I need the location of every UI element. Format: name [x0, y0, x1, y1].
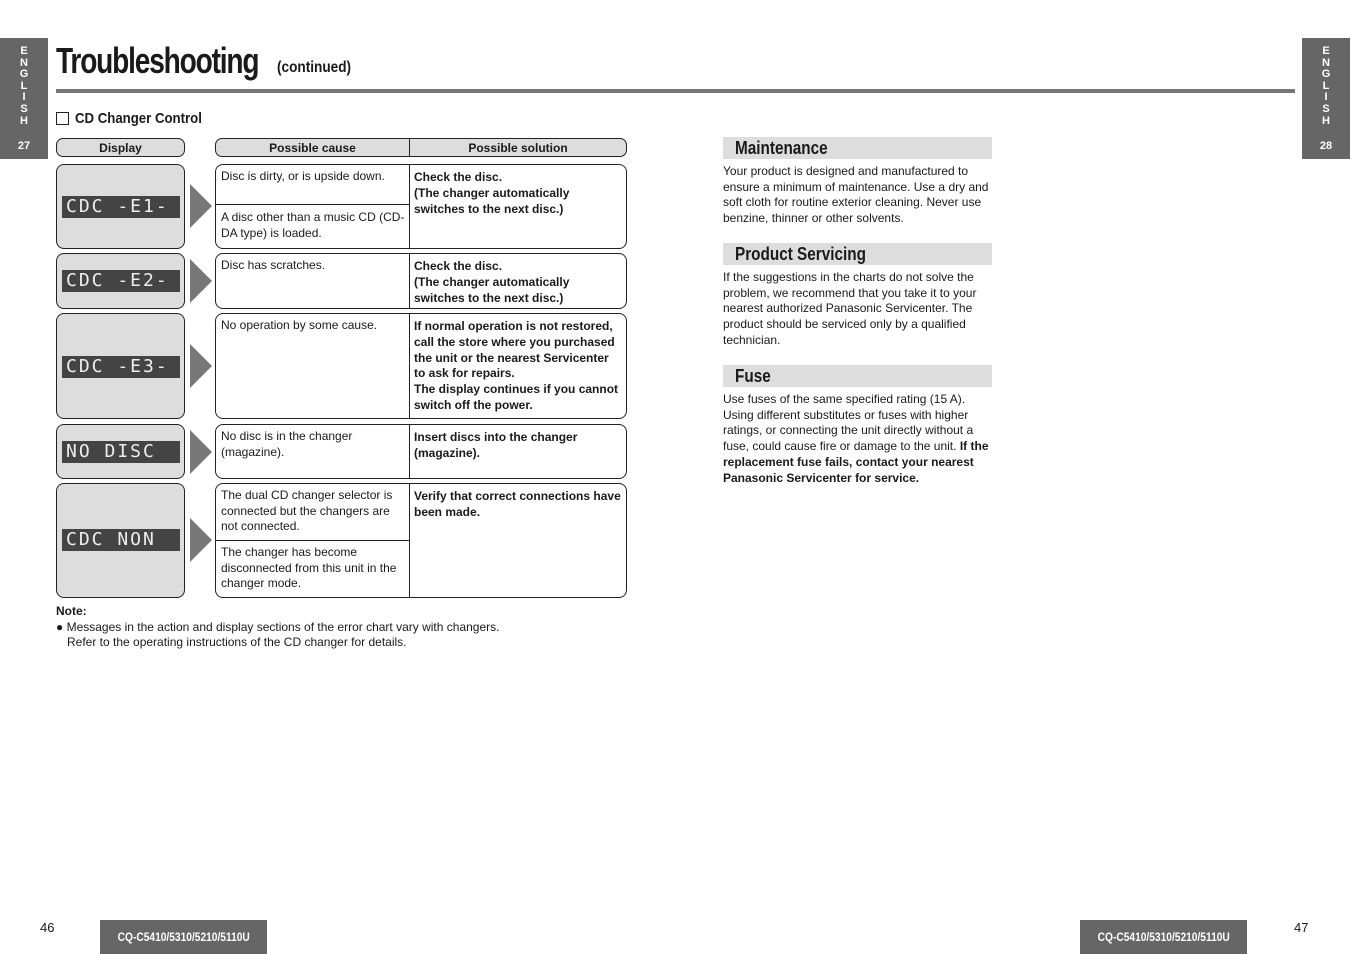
cause-column	[216, 425, 410, 478]
header-cause-solution	[215, 138, 627, 157]
page-title-block	[56, 40, 352, 82]
product-servicing-body: If the suggestions in the charts do not solve the problem, we recommend that you take it to your nearest authorized Panasonic Servicenter. The product should be serviced only by a qualified technician.	[723, 270, 977, 347]
note-line: ● Messages in the action and display sections of the error chart vary with changers.	[56, 619, 500, 634]
section-heading: CD Changer Control	[56, 110, 219, 127]
arrow-icon	[190, 430, 212, 474]
display-panel	[56, 424, 185, 479]
page-title: Troubleshooting	[56, 40, 259, 81]
cause-text: No disc is in the changer (magazine).	[221, 429, 353, 459]
arrow-icon	[190, 184, 212, 228]
solution-text: Insert discs into the changer (magazine).	[414, 430, 578, 460]
solution-text: Check the disc. (The changer automatically switches to the next disc.)	[414, 170, 570, 216]
model-label-left: CQ-C5410/5310/5210/5110U	[100, 920, 267, 954]
display-panel	[56, 313, 185, 419]
note-line: Refer to the operating instructions of the CD changer for details.	[67, 635, 407, 650]
language-label: E N G L I S H	[1321, 45, 1331, 127]
cause-text: Disc has scratches.	[221, 258, 326, 272]
page-title-sub: (continued)	[277, 59, 352, 76]
solution-text: If normal operation is not restored, call the store where you purchased the unit or the nearest Servicenter to ask for repairs. The display continues if you cannot switch off the power.	[414, 319, 619, 412]
header-cause: Possible cause	[269, 140, 356, 155]
lcd-readout: CDC -E3-	[62, 356, 180, 378]
maintenance-body: Your product is designed and manufactured to ensure a minimum of maintenance. Use a dry and soft cloth for routine exterior cleaning. Never use benzine, thinner or other solvents.	[723, 164, 989, 226]
product-servicing-heading: Product Servicing	[723, 243, 992, 265]
cause-text: The dual CD changer selector is connected but the changers are not connected.	[221, 488, 393, 534]
page-number-left: 46	[40, 920, 55, 935]
solution-text: Check the disc. (The changer automatically switches to the next disc.)	[414, 259, 570, 305]
cause-text: The changer has become disconnected from this unit in the changer mode.	[221, 545, 397, 591]
page-number-right: 47	[1294, 920, 1309, 935]
checkbox-icon	[56, 112, 69, 125]
maintenance-heading: Maintenance	[723, 137, 992, 159]
lcd-readout: CDC NON	[62, 529, 180, 551]
cause-column	[216, 314, 410, 418]
solution-text: Verify that correct connections have been made.	[414, 489, 621, 519]
display-panel	[56, 164, 185, 249]
cause-divider	[216, 204, 409, 205]
arrow-icon	[190, 518, 212, 562]
cause-text: No operation by some cause.	[221, 318, 378, 332]
arrow-icon	[190, 344, 212, 388]
display-panel	[56, 253, 185, 309]
language-tab-right	[1302, 38, 1350, 159]
trouble-row	[215, 313, 627, 419]
cause-column	[216, 484, 410, 597]
section-page-number: 28	[1319, 140, 1333, 152]
fuse-warning: If the replacement fuse fails, contact your nearest Panasonic Servicenter for service.	[723, 439, 989, 485]
arrow-icon	[190, 259, 212, 303]
header-solution: Possible solution	[468, 140, 568, 155]
lcd-readout: CDC -E2-	[62, 270, 180, 292]
lcd-readout: NO DISC	[62, 441, 180, 463]
header-display: Display	[56, 138, 185, 157]
trouble-row	[215, 424, 627, 479]
trouble-row	[215, 164, 627, 249]
section-page-number: 27	[17, 140, 31, 152]
title-rule	[56, 89, 1295, 93]
language-label: E N G L I S H	[19, 45, 29, 127]
fuse-heading: Fuse	[723, 365, 992, 387]
display-panel	[56, 483, 185, 598]
model-label-right: CQ-C5410/5310/5210/5110U	[1080, 920, 1247, 954]
cause-text: Disc is dirty, or is upside down.	[221, 169, 385, 183]
cause-text: A disc other than a music CD (CD-DA type) is loaded.	[221, 210, 405, 240]
lcd-readout: CDC -E1-	[62, 196, 180, 218]
note-label: Note:	[56, 604, 87, 618]
cause-divider	[216, 540, 409, 541]
trouble-row	[215, 253, 627, 309]
cause-column	[216, 165, 410, 248]
trouble-row	[215, 483, 627, 598]
cause-column	[216, 254, 410, 308]
note-block	[56, 604, 499, 651]
fuse-body: Use fuses of the same specified rating (15 A). Using different substitutes or fuses with higher ratings, or connecting the unit directly without a fuse, could cause fire or damage to the unit. If the replacement fuse fails, contact your nearest Panasonic Servicenter for service.	[723, 392, 989, 485]
language-tab-left	[0, 38, 48, 159]
